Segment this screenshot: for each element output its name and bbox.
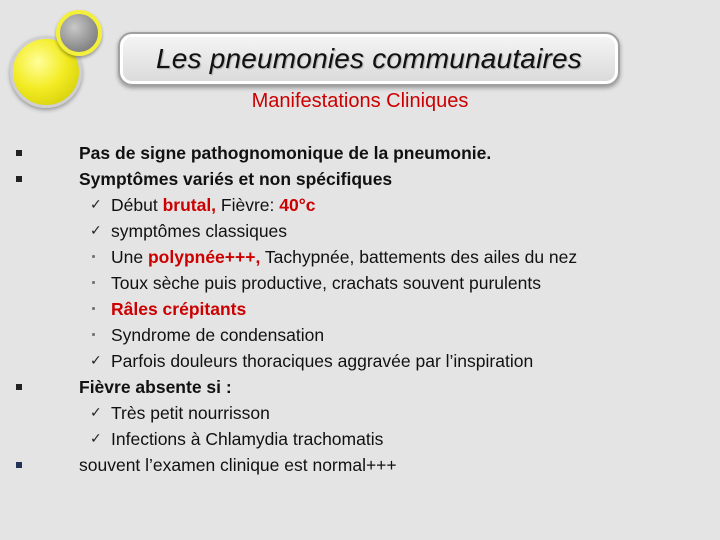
square-bullet-icon [16, 176, 22, 182]
list-item: Une polypnée+++, Tachypnée, battements des ailes du nez [0, 244, 720, 270]
title-banner [118, 32, 620, 86]
dot-bullet-icon [92, 307, 95, 310]
dot-bullet-icon [92, 333, 95, 336]
page-title: Les pneumonies communautaires [155, 43, 583, 74]
list-item: ✓ symptômes classiques [0, 218, 720, 244]
gray-disc-icon [56, 10, 102, 56]
checkmark-icon: ✓ [90, 431, 102, 447]
list-item: Syndrome de condensation [0, 322, 720, 348]
checkmark-icon: ✓ [90, 223, 102, 239]
checkmark-icon: ✓ [90, 197, 102, 213]
square-bullet-icon [16, 462, 22, 468]
list-item: Fièvre absente si : [0, 374, 720, 400]
list-item: Pas de signe pathognomonique de la pneumonie. [0, 140, 720, 166]
list-item: ✓ Infections à Chlamydia trachomatis [0, 426, 720, 452]
checkmark-icon: ✓ [90, 353, 102, 369]
dot-bullet-icon [92, 281, 95, 284]
list-item: ✓ Très petit nourrisson [0, 400, 720, 426]
list-item: ✓ Parfois douleurs thoraciques aggravée par l’inspiration [0, 348, 720, 374]
checkmark-icon: ✓ [90, 405, 102, 421]
list-item: souvent l’examen clinique est normal+++ [0, 452, 720, 478]
dot-bullet-icon [92, 255, 95, 258]
list-item: Toux sèche puis productive, crachats souvent purulents [0, 270, 720, 296]
list-item: Symptômes variés et non spécifiques [0, 166, 720, 192]
subtitle: Manifestations Cliniques [251, 90, 469, 112]
square-bullet-icon [16, 384, 22, 390]
list-item: ✓ Début brutal, Fièvre: 40°c [0, 192, 720, 218]
list-item: Râles crépitants [0, 296, 720, 322]
square-bullet-icon [16, 150, 22, 156]
